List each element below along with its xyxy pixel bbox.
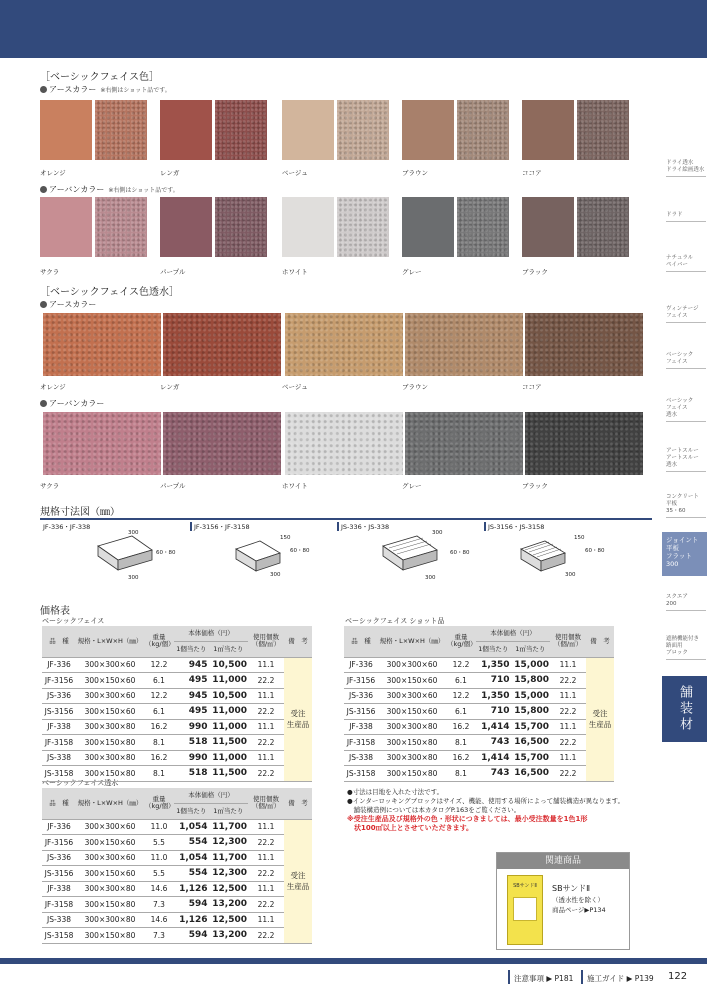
swatch-earth-shot-0 [95, 100, 147, 160]
table-row: JS-3156 300×150×60 6.1 495 11,000 22.2 [42, 704, 312, 720]
texture-earth-3 [405, 313, 523, 376]
table-row: JS-336 300×300×60 12.2 1,350 15,000 11.1 [344, 688, 614, 704]
dims-title: 規格寸法図（㎜） [40, 507, 120, 518]
notes [347, 788, 652, 833]
caption-perm-urban: ブラック [522, 482, 548, 490]
note-4: ※受注生産品及び規格外の色・形状につきましては、最小受注数量を1色1形 [347, 815, 588, 823]
table-row: JF-3156 300×150×60 5.5 554 12,300 22.2 [42, 835, 312, 851]
dims-rule [40, 518, 652, 520]
caption-perm-urban: パープル [160, 482, 186, 490]
swatch-earth-2 [282, 100, 334, 160]
swatch-earth-1 [160, 100, 212, 160]
dims-label-3: JS-336・JS-338 [337, 522, 389, 531]
related-title: 関連商品 [497, 853, 629, 869]
caption-perm-urban: グレー [402, 482, 422, 490]
swatch-urban-shot-1 [215, 197, 267, 257]
sand-bag-image [507, 875, 543, 945]
caption-urban: ブラック [522, 268, 548, 276]
caption-earth: ベージュ [282, 169, 308, 177]
price-table-t2: 品 種 規格・L×W×H（㎜） 重量 （kg/個） 本体価格（円） 使用個数 （個/㎡） 備 考 1個当たり 1㎡当たり JF-336 300×300×60 12.2 1,350 15,000 11.1 受注 生産品 JF-3156 300×150×60 6.1 710 15,800 22.2 JS-336 300×300×60 12.2 1,350 15,000 11.1 JS-3156 300×150×60 6.1 710 15,800 22.2 JF-338 300×300×80 16.2 1,414 15,700 11.1 JF-3158 300×150×80 8.1 743 16,500 22.2 JS-338 300×300×80 16.2 1,414 15,700 11.1 JS-3158 300×150×80 8.1 743 16,500 22.2 [344, 626, 614, 782]
caption-earth: ココア [522, 169, 542, 177]
dim1-c: 300 [128, 575, 139, 581]
price-table-t3: 品 種 規格・L×W×H（㎜） 重量 （kg/個） 本体価格（円） 使用個数 （個/㎡） 備 考 1個当たり 1㎡当たり JF-336 300×300×60 11.0 1,054 11,700 11.1 受注 生産品 JF-3156 300×150×60 5.5 554 12,300 22.2 JS-336 300×300×60 11.0 1,054 11,700 11.1 JS-3156 300×150×60 5.5 554 12,300 22.2 JF-338 300×300×80 14.6 1,126 12,500 11.1 JF-3158 300×150×80 7.3 594 13,200 22.2 JS-338 300×300×80 14.6 1,126 12,500 11.1 JS-3158 300×150×80 7.3 594 13,200 22.2 [42, 788, 312, 944]
table1-name: ベーシックフェイス [42, 617, 105, 625]
texture-urban-4 [525, 412, 643, 475]
table-row: JF-3158 300×150×80 8.1 743 16,500 22.2 [344, 735, 614, 751]
dim3-c: 300 [425, 575, 436, 581]
dim4-a: 150 [574, 535, 585, 541]
section-basic-title: ［ベーシックフェイス色］ [40, 72, 159, 83]
table-row: JF-3156 300×150×60 6.1 710 15,800 22.2 [344, 673, 614, 689]
caption-perm-urban: サクラ [40, 482, 60, 490]
texture-urban-3 [405, 412, 523, 475]
table-row: JF-3158 300×150×80 8.1 518 11,500 22.2 [42, 735, 312, 751]
sidebar-item-artthrough[interactable]: アートスルー アートスルー 透水 [666, 448, 706, 472]
texture-earth-0 [43, 313, 161, 376]
table-row: JS-336 300×300×60 11.0 1,054 11,700 11.1 [42, 850, 312, 866]
dim3-a: 300 [432, 530, 443, 536]
sidebar-item-dry[interactable]: ドライ透水 ドライ絵画透水 [666, 160, 706, 177]
made-to-order-note: 受注 生産品 [284, 819, 312, 943]
dims-drawing-2 [230, 533, 340, 593]
swatch-urban-3 [402, 197, 454, 257]
made-to-order-note: 受注 生産品 [284, 657, 312, 781]
note-5: 状100㎡以上とさせていただきます。 [347, 824, 474, 832]
caption-earth: レンガ [160, 169, 180, 177]
sidebar-item-joint-active[interactable]: ジョイント 平板 フラット 300 [662, 532, 707, 576]
texture-earth-4 [525, 313, 643, 376]
dim2-b: 60・80 [290, 548, 310, 554]
table-row: JS-336 300×300×60 12.2 945 10,500 11.1 [42, 688, 312, 704]
table-row: JF-336 300×300×60 11.0 1,054 11,700 11.1 受注 生産品 [42, 819, 312, 835]
swatch-earth-shot-4 [577, 100, 629, 160]
sidebar-item-basic[interactable]: ベーシック フェイス [666, 352, 706, 369]
caption-perm-earth: レンガ [160, 383, 180, 391]
swatch-urban-shot-0 [95, 197, 147, 257]
related-page-link[interactable]: 商品ページ▶P134 [552, 906, 606, 914]
section-permeable-title: ［ベーシックフェイス色透水］ [40, 287, 179, 298]
swatch-urban-shot-4 [577, 197, 629, 257]
top-band [0, 0, 707, 58]
sidebar-item-dorado[interactable]: ドラド [666, 212, 706, 222]
texture-urban-1 [163, 412, 281, 475]
table-row: JF-338 300×300×80 16.2 990 11,000 11.1 [42, 719, 312, 735]
made-to-order-note: 受注 生産品 [586, 657, 614, 781]
footer-guide-link[interactable]: 施工ガイド ▶ P139 [587, 974, 654, 983]
swatch-earth-0 [40, 100, 92, 160]
dim2-c: 300 [270, 572, 281, 578]
table3-name: ベーシックフェイス透水 [42, 779, 119, 787]
sand-bag-label: SBサンドⅡ [513, 883, 537, 889]
caption-perm-urban: ホワイト [282, 482, 308, 490]
dims-label-2: JF-3156・JF-3158 [190, 522, 250, 531]
related-sub: （透水性を除く） [552, 896, 604, 904]
dims-label-1: JF-336・JF-338 [43, 523, 91, 531]
bottom-band [0, 958, 707, 964]
table-row: JS-338 300×300×80 16.2 990 11,000 11.1 [42, 750, 312, 766]
sidebar-item-concrete[interactable]: コンクリート 平板 35・60 [666, 494, 706, 518]
caption-perm-earth: ブラウン [402, 383, 428, 391]
swatch-earth-4 [522, 100, 574, 160]
perm-earth-subtitle: アースカラー [40, 299, 96, 310]
caption-earth: オレンジ [40, 169, 66, 177]
caption-urban: パープル [160, 268, 186, 276]
page-number: 122 [668, 971, 688, 982]
caption-urban: ホワイト [282, 268, 308, 276]
swatch-urban-1 [160, 197, 212, 257]
earth-subtitle: アースカラー ※右側はショット品です。 [40, 84, 171, 95]
swatch-earth-3 [402, 100, 454, 160]
dims-drawing-4 [515, 533, 625, 593]
table2-name: ベーシックフェイス ショット品 [345, 617, 445, 625]
sidebar-item-vintage[interactable]: ヴィンテージ フェイス [666, 306, 706, 323]
price-title: 価格表 [40, 606, 70, 617]
texture-urban-2 [285, 412, 403, 475]
related-products-box[interactable] [496, 852, 630, 950]
sidebar-item-square[interactable]: スクエア 200 [666, 594, 706, 611]
swatch-earth-shot-1 [215, 100, 267, 160]
table-row: JS-3158 300×150×80 8.1 743 16,500 22.2 [344, 766, 614, 782]
table-row: JS-3156 300×150×60 6.1 710 15,800 22.2 [344, 704, 614, 720]
table-row: JF-338 300×300×80 14.6 1,126 12,500 11.1 [42, 881, 312, 897]
dim4-b: 60・80 [585, 548, 605, 554]
texture-urban-0 [43, 412, 161, 475]
swatch-urban-shot-2 [337, 197, 389, 257]
table-row: JF-338 300×300×80 16.2 1,414 15,700 11.1 [344, 719, 614, 735]
note-3: 舗装構造例については本カタログP.163をご覧ください。 [347, 806, 521, 814]
dim1-a: 300 [128, 530, 139, 536]
table-row: JF-336 300×300×60 12.2 1,350 15,000 11.1 受注 生産品 [344, 657, 614, 673]
urban-subtitle: アーバンカラー ※右側はショット品です。 [40, 184, 179, 195]
related-name: SBサンドⅡ [552, 884, 591, 893]
table-row: JS-3156 300×150×60 5.5 554 12,300 22.2 [42, 866, 312, 882]
perm-urban-subtitle: アーバンカラー [40, 398, 104, 409]
table-row: JF-336 300×300×60 12.2 945 10,500 11.1 受注 生産品 [42, 657, 312, 673]
dims-drawing-1 [90, 528, 200, 588]
dim3-b: 60・80 [450, 550, 470, 556]
table-row: JS-338 300×300×80 16.2 1,414 15,700 11.1 [344, 750, 614, 766]
swatch-urban-shot-3 [457, 197, 509, 257]
sidebar-item-basic-permeable[interactable]: ベーシック フェイス 透水 [666, 398, 706, 422]
swatch-earth-shot-2 [337, 100, 389, 160]
table-row: JS-3158 300×150×80 7.3 594 13,200 22.2 [42, 928, 312, 944]
dim1-b: 60・80 [156, 550, 176, 556]
caption-perm-earth: オレンジ [40, 383, 66, 391]
price-table-t1: 品 種 規格・L×W×H（㎜） 重量 （kg/個） 本体価格（円） 使用個数 （個/㎡） 備 考 1個当たり 1㎡当たり JF-336 300×300×60 12.2 945 10,500 11.1 受注 生産品 JF-3156 300×150×60 6.1 495 11,000 22.2 JS-336 300×300×60 12.2 945 10,500 11.1 JS-3156 300×150×60 6.1 495 11,000 22.2 JF-338 300×300×80 16.2 990 11,000 11.1 JF-3158 300×150×80 8.1 518 11,500 22.2 JS-338 300×300×80 16.2 990 11,000 11.1 JS-3158 300×150×80 8.1 518 11,500 22.2 [42, 626, 312, 782]
dim4-c: 300 [565, 572, 576, 578]
note-2: ●インターロッキングブロックはサイズ、機能、使用する場所によって舗装構造が異なります。 [347, 797, 625, 805]
swatch-urban-0 [40, 197, 92, 257]
swatch-urban-4 [522, 197, 574, 257]
table-row: JS-338 300×300×80 14.6 1,126 12,500 11.1 [42, 912, 312, 928]
sidebar-paving-label: 舗装材 [662, 676, 707, 742]
caption-perm-earth: ベージュ [282, 383, 308, 391]
table-row: JS-3158 300×150×80 8.1 518 11,500 22.2 [42, 766, 312, 782]
texture-earth-2 [285, 313, 403, 376]
caption-perm-earth: ココア [522, 383, 542, 391]
caption-urban: グレー [402, 268, 422, 276]
caption-earth: ブラウン [402, 169, 428, 177]
table-row: JF-3156 300×150×60 6.1 495 11,000 22.2 [42, 673, 312, 689]
swatch-earth-shot-3 [457, 100, 509, 160]
swatch-urban-2 [282, 197, 334, 257]
texture-earth-1 [163, 313, 281, 376]
note-1: ●寸法は目地を入れた寸法です。 [347, 788, 444, 796]
footer-caution-link[interactable]: 注意事項 ▶ P181 [514, 974, 574, 983]
sidebar-item-natural[interactable]: ナチュラル ペイバー [666, 255, 706, 272]
dim2-a: 150 [280, 535, 291, 541]
sidebar-item-heat[interactable]: 遮熱機能付き 路面用 ブロック [666, 636, 706, 660]
table-row: JF-3158 300×150×80 7.3 594 13,200 22.2 [42, 897, 312, 913]
caption-urban: サクラ [40, 268, 60, 276]
dims-label-4: JS-3156・JS-3158 [484, 522, 544, 531]
